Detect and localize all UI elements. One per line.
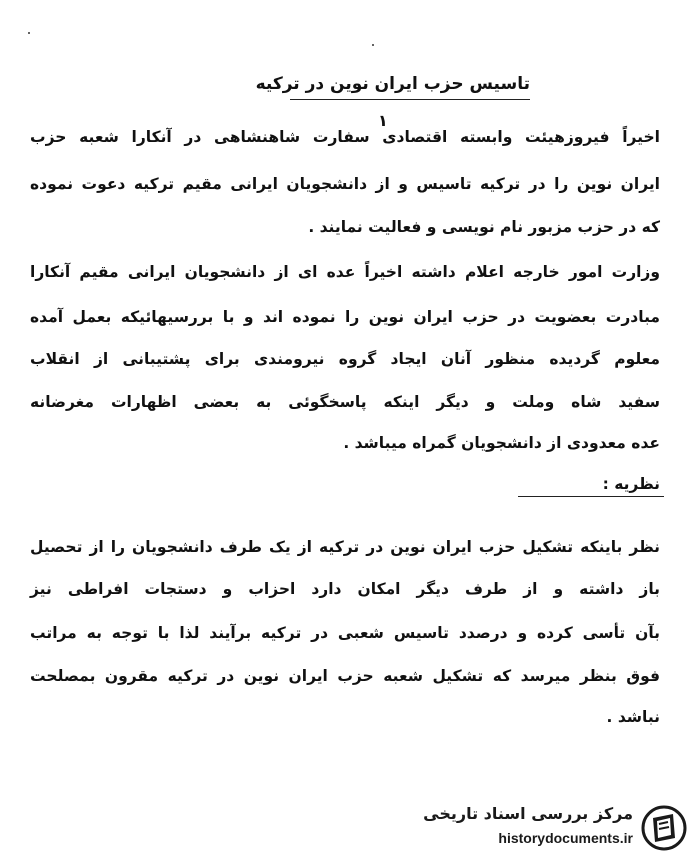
text-line: معلوم گردیده منظور آنان ایجاد گروه نیرومندی برای پشتیبانی از انقلاب [30, 350, 660, 368]
heading-underline [518, 496, 664, 497]
text-line: نظر باینکه تشکیل حزب ایران نوین در ترکیه از یک طرف دانشجویان را از تحصیل [30, 538, 660, 556]
document-title: تاسیس حزب ایران نوین در ترکیه [255, 74, 530, 94]
watermark-stamp [405, 798, 695, 858]
scan-speck [372, 44, 374, 46]
text-line: که در حزب مزبور نام نویسی و فعالیت نمایند . [308, 218, 660, 236]
archive-logo-icon [639, 804, 689, 852]
text-line: بآن تأسی کرده و درصدد تاسیس شعبی در ترکیه برآیند لذا با توجه به مراتب [30, 624, 660, 642]
text-line: عده معدودی از دانشجویان گمراه میباشد . [343, 434, 660, 452]
scan-speck [28, 32, 30, 34]
text-line: باز داشته و از طرف دیگر امکان دارد احزاب و دستجات افراطی نیز [30, 580, 660, 598]
watermark-text-fa: مرکز بررسی اسناد تاریخی [423, 804, 633, 823]
text-line: سفید شاه وملت و دیگر اینکه پاسخگوئی به بعضی اظهارات مغرضانه [30, 393, 660, 411]
title-underline [290, 99, 530, 100]
text-line: مبادرت بعضویت در حزب ایران نوین را نموده اند و با بررسیهائیکه بعمل آمده [30, 308, 660, 326]
watermark-text-en: historydocuments.ir [498, 830, 633, 846]
text-line: نباشد . [606, 708, 660, 726]
text-line: ایران نوین را در ترکیه تاسیس و از دانشجویان ایرانی مقیم ترکیه دعوت نموده [30, 175, 660, 193]
text-line: اخیراً فیروزهیئت وابسته اقتصادی سفارت شاهنشاهی در آنکارا شعبه حزب [30, 128, 660, 146]
text-line: وزارت امور خارجه اعلام داشته اخیراً عده ای از دانشجویان ایرانی مقیم آنکارا [30, 263, 660, 281]
section-heading: نظریه : [602, 475, 660, 493]
page-number: ۱ [378, 111, 388, 130]
text-line: فوق بنظر میرسد که تشکیل شعبه حزب ایران نوین در ترکیه مقرون بمصلحت [30, 667, 660, 685]
